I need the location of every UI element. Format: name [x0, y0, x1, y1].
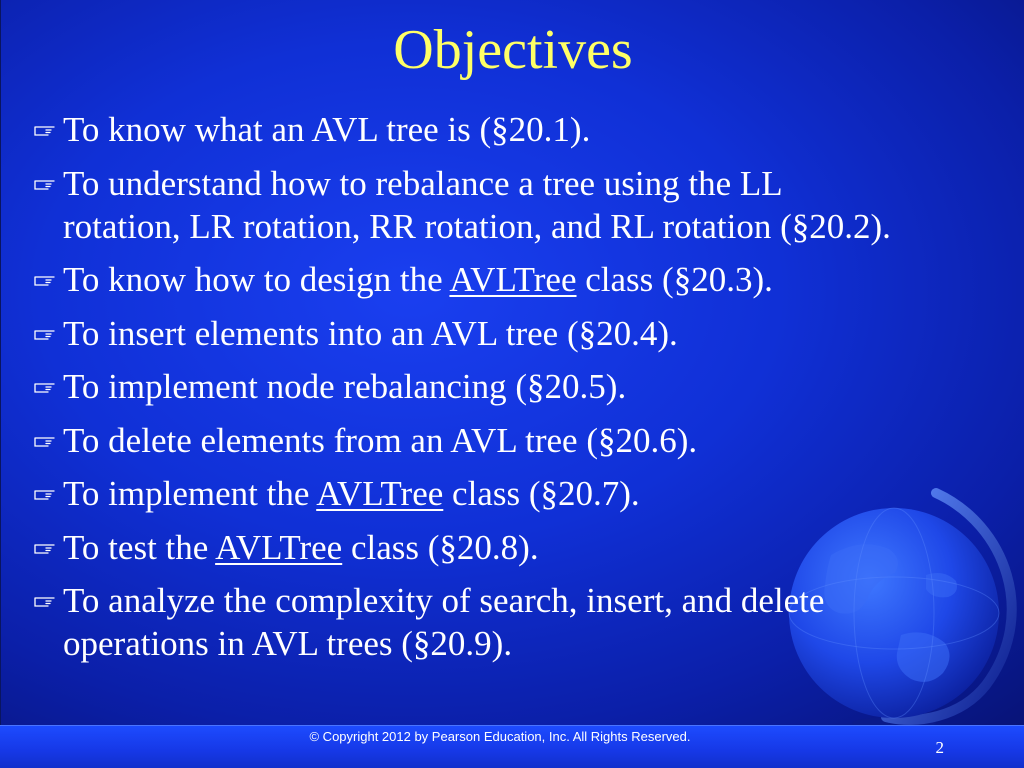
bullet-text: To know how to design the	[63, 260, 450, 299]
pointing-hand-icon	[34, 434, 56, 448]
list-item	[31, 108, 1016, 151]
pointing-hand-icon	[34, 273, 56, 287]
bullet-text: To implement node rebalancing (§20.5).	[63, 367, 627, 406]
list-item	[31, 526, 1016, 569]
class-name-avltree: AVLTree	[449, 260, 577, 299]
bullet-text-line-2: operations in AVL trees (§20.9).	[63, 624, 513, 663]
pointing-hand-icon	[34, 594, 56, 608]
bullet-text: To know what an AVL tree is (§20.1).	[63, 110, 591, 149]
pointing-hand-icon	[34, 177, 56, 191]
page-number: 2	[935, 738, 944, 757]
list-item	[31, 472, 1016, 515]
pointing-hand-icon	[34, 123, 56, 137]
footer-bar	[0, 725, 1024, 768]
class-name-avltree: AVLTree	[316, 474, 444, 513]
bullet-text: To analyze the complexity of search, insert, and delete	[63, 581, 825, 620]
bullet-text-after: class (§20.3).	[576, 260, 773, 299]
objectives-list	[31, 108, 1016, 676]
bullet-text: To implement the	[63, 474, 317, 513]
bullet-text: To insert elements into an AVL tree (§20.4).	[63, 313, 678, 353]
class-name-avltree: AVLTree	[215, 527, 343, 567]
list-item	[31, 419, 1016, 462]
bullet-text: To test the	[63, 527, 216, 567]
bullet-text-after: class (§20.8).	[342, 527, 539, 567]
bullet-text-line-2: rotation, LR rotation, RR rotation, and RL rotation (§20.2).	[63, 206, 891, 246]
pointing-hand-icon	[34, 327, 56, 341]
list-item	[31, 258, 1016, 301]
list-item	[31, 365, 1016, 408]
pointing-hand-icon	[34, 487, 56, 501]
pointing-hand-icon	[34, 380, 56, 394]
list-item	[31, 312, 1016, 355]
bullet-text-after: class (§20.7).	[443, 474, 640, 513]
bullet-text: To understand how to rebalance a tree using the LL	[63, 163, 783, 203]
list-item	[31, 162, 1016, 248]
bullet-text: To delete elements from an AVL tree (§20.6).	[63, 420, 698, 460]
copyright-notice: © Copyright 2012 by Pearson Education, Inc. All Rights Reserved.	[309, 729, 691, 744]
pointing-hand-icon	[34, 541, 56, 555]
list-item	[31, 579, 1016, 665]
slide-title: Objectives	[393, 19, 633, 81]
